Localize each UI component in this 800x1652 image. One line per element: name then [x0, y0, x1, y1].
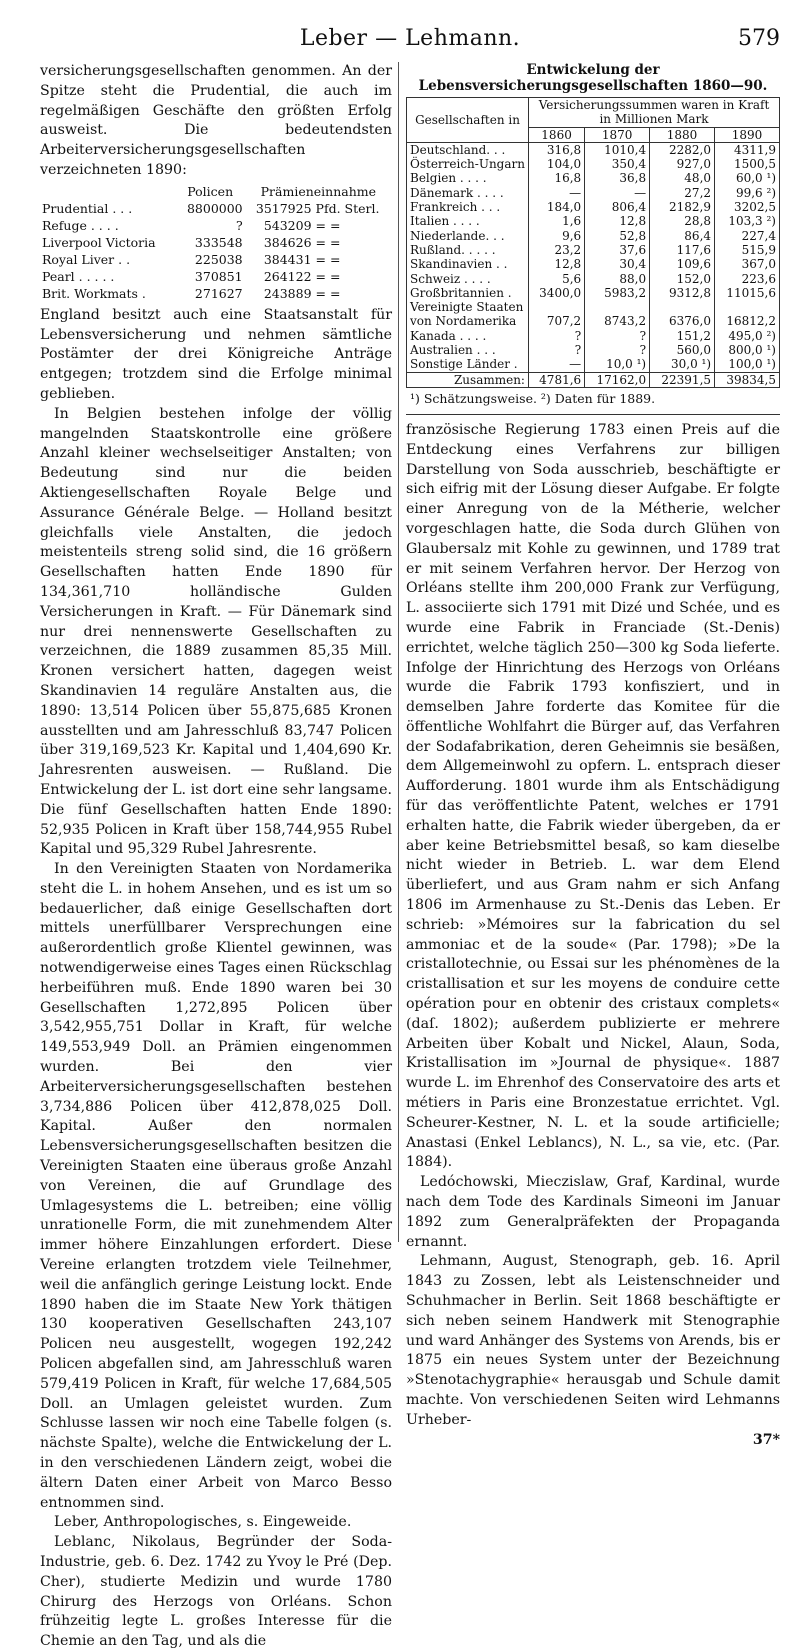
table-cell: 52,8: [585, 229, 650, 243]
table-row: [407, 272, 780, 286]
table-cell: 117,6: [650, 243, 715, 257]
table-cell: 9,6: [528, 229, 584, 243]
paragraph: In den Vereinigten Staaten von Nordamerika steht die L. in hohem Ansehen, und es ist um so bedauerlicher, daß einige Gesellschaften dort mittels unerfüllbarer Versprechungen eine außerordentlich große Klientel gewinnen, was notwendigerweise eines Tages einen Rückschlag herbeiführen muß. Ende 1890 waren bei 30 Gesellschaften 1,272,895 Policen über 3,542,955,751 Dollar in Kraft, für welche 149,553,949 Doll. an Prämien eingenommen wurden. Bei den vier Arbeiterversicherungsgesellschaften bestehen 3,734,886 Policen über 412,878,025 Doll. Kapital. Außer den normalen Lebensversicherungsgesellschaften besitzen die Vereinigten Staaten eine überaus große Anzahl von Vereinen, die auf Grundlage des Umlagesystems die L. betreiben; eine völlig unrationelle Form, die mit zunehmendem Alter immer höhere Einzahlungen erfordert. Diese Vereine erlangten trotzdem viele Teilnehmer, weil die anfänglich geringe Leistung lockt. Ende 1890 haben die im Staate New York thätigen 130 kooperativen Gesellschaften 243,107 Policen neu ausgestellt, wogegen 192,242 Policen abgefallen sind, am Jahresschluß waren 579,419 Policen in Kraft, für welche 17,684,505 Doll. an Umlagen geleistet wurden. Zum Schlusse lassen wir noch eine Tabelle folgen (s. nächste Spalte), welche die Entwickelung der L. in den verschiedenen Ländern zeigt, wobei die ältern Daten einer Arbeit von Marco Besso entnommen sind.: [40, 861, 392, 1511]
table-cell: Großbritannien .: [407, 286, 529, 300]
table-cell: 10,0 ¹): [585, 357, 650, 372]
table-cell: 3400,0: [528, 286, 584, 300]
paragraph: französische Regierung 1783 einen Preis auf die Entdeckung eines Verfahrens zur billigen Darstellung von Soda ausschrieb, beschäftigte er sich eifrig mit der Lösung dieser Aufgabe. Er folgte einer Anregung von de la Métherie, welcher vorgeschlagen hatte, die Soda durch Glühen von Glaubersalz mit Kohle zu gewinnen, und 1789 trat er mit seinem Verfahren hervor. Der Herzog von Orléans stellte ihm 200,000 Frank zur Verfügung, L. associierte sich 1791 mit Dizé und Schée, und es wurde eine Fabrik in Franciade (St.-Denis) errichtet, welche täglich 250—300 kg Soda lieferte. Infolge der Hinrichtung des Herzogs von Orléans wurde die Fabrik 1793 konfisziert, und in demselben Jahre forderte das Komitee für die öffentliche Wohlfahrt die Bürger auf, das Verfahren der Sodafabrikation, deren Geheimnis sie besäßen, dem Allgemeinwohl zu opfern. L. entsprach dieser Aufforderung. 1801 wurde ihm als Entschädigung für das veröffentlichte Patent, welches er 1791 erhalten hatte, die Fabrik wieder übergeben, da er aber keine Betriebsmittel besaß, so kam dieselbe nicht wieder in Betrieb. L. war dem Elend überliefert, und aus Gram nahm er sich Anfang 1806 im Armenhause zu St.-Denis das Leben. Er schrieb: »Mémoires sur la fabrication du sel ammoniac et de la soude« (Par. 1798); »De la cristallotechnie, ou Essai sur les phénomènes de la cristallisation et sur les moyens de conduire cette opération pour en obtenir des cristaux complets« (daſ. 1802); außerdem publizierte er mehrere Arbeiten über Kobalt und Nickel, Alaun, Soda, Kristallisation im »Journal de physique«. 1887 wurde L. im Ehrenhof des Conservatoire des arts et métiers in Paris eine Bronzestatue errichtet. Vgl. Scheurer-Kestner, N. L. et la soude artificielle; Anastasi (Enkel Leblancs), N. L., sa vie, etc. (Par. 1884).: [406, 421, 780, 1171]
table-cell: 2282,0: [650, 142, 715, 157]
table-cell: ?: [585, 329, 650, 343]
table-cell: 103,3 ²): [715, 214, 780, 228]
left-column: [40, 62, 392, 1652]
table-cell: 30,4: [585, 257, 650, 271]
table-cell: = =: [315, 251, 341, 267]
insurance-table: [406, 97, 780, 388]
table-cell: 707,2: [528, 314, 584, 328]
table-row: [407, 243, 780, 257]
page-number: 579: [738, 26, 780, 51]
table-cell: [528, 300, 584, 314]
separator: [406, 414, 780, 415]
table-cell: Vereinigte Staaten: [407, 300, 529, 314]
table-cell: 152,0: [650, 272, 715, 286]
table-cell: 11015,6: [715, 286, 780, 300]
table-cell: = =: [315, 217, 341, 233]
table-row: [40, 285, 392, 302]
table-cell: 12,8: [528, 257, 584, 271]
table-row: [407, 343, 780, 357]
table-cell: Sonstige Länder .: [407, 357, 529, 372]
table-cell: 23,2: [528, 243, 584, 257]
table-cell: 1500,5: [715, 157, 780, 171]
table-header: Gesellschaften in: [407, 98, 529, 143]
table-cell: 264122: [263, 268, 312, 284]
table-cell: 16,8: [528, 171, 584, 185]
table-cell: von Nordamerika: [407, 314, 529, 328]
table-cell: Österreich-Ungarn: [407, 157, 529, 171]
table-row: [407, 314, 780, 328]
table-cell: 39834,5: [715, 372, 780, 387]
table-header: Versicherungssummen waren in Kraft in Millionen Mark: [528, 98, 779, 128]
table-caption: Entwickelung der Lebensversicherungsgesellschaften 1860—90.: [418, 62, 768, 94]
table-cell: Prudential . . .: [42, 200, 133, 216]
table-cell: 560,0: [650, 343, 715, 357]
table-header: Policen: [187, 183, 234, 199]
paragraph: versicherungsgesellschaften genommen. An der Spitze steht die Prudential, die auch im regelmäßigen Geschäfte den größten Erfolg ausweist. Die bedeutendsten Arbeiterversicherungsgesellschaften verzeichneten 1890:: [40, 63, 392, 178]
policy-table: [40, 183, 392, 302]
table-cell: Pfd. Sterl.: [315, 200, 380, 216]
entry-leblanc: Leblanc, Nikolaus, Begründer der Soda-Industrie, geb. 6. Dez. 1742 zu Yvoy le Pré (Dep. Cher), studierte Medizin und wurde 1780 Chirurg des Herzogs von Orléans. Schon frühzeitig legte L. großes Interesse für die Chemie an den Tag, und als die: [40, 1534, 392, 1650]
table-cell: ?: [528, 343, 584, 357]
table-cell: 184,0: [528, 200, 584, 214]
table-cell: 367,0: [715, 257, 780, 271]
table-cell: 9312,8: [650, 286, 715, 300]
table-row: [407, 357, 780, 372]
table-cell: Skandinavien . .: [407, 257, 529, 271]
table-row: [407, 229, 780, 243]
table-cell: 60,0 ¹): [715, 171, 780, 185]
table-cell: Refuge . . . .: [42, 217, 119, 233]
table-cell: 36,8: [585, 171, 650, 185]
table-row: [407, 157, 780, 171]
table-cell: 495,0 ²): [715, 329, 780, 343]
table-cell: —: [585, 186, 650, 200]
table-cell: 5983,2: [585, 286, 650, 300]
table-cell: [715, 300, 780, 314]
table-row: [40, 251, 392, 268]
table-cell: 27,2: [650, 186, 715, 200]
table-cell: Brit. Workmats .: [42, 285, 146, 301]
table-cell: 16812,2: [715, 314, 780, 328]
table-cell: 543209: [263, 217, 312, 233]
table-cell: Rußland. . . . .: [407, 243, 529, 257]
table-cell: 806,4: [585, 200, 650, 214]
table-cell: 8800000: [186, 200, 243, 216]
table-header-row: [40, 183, 392, 200]
table-cell: 48,0: [650, 171, 715, 185]
table-cell: Kanada . . . .: [407, 329, 529, 343]
paragraph: In Belgien bestehen infolge der völlig mangelnden Staatskontrolle eine größere Anzahl kleiner wechselseitiger Anstalten; von Bedeutung sind nur die beiden Aktiengesellschaften Royale Belge und Assurance Générale Belge. — Holland besitzt gleichfalls viele Anstalten, die jedoch meistenteils streng solid sind, die 16 größern Gesellschaften hatten Ende 1890 für 134,361,710 holländische Gulden Versicherungen in Kraft. — Für Dänemark sind nur drei nennenswerte Gesellschaften zu verzeichnen, die 1889 zusammen 85,35 Mill. Kronen versichert hatten, dagegen weist Skandinavien 14 reguläre Anstalten aus, die 1890: 13,514 Policen über 55,875,685 Kronen ausstellten und am Jahresschluß 83,747 Policen über 319,169,523 Kr. Kapital und 1,404,690 Kr. Jahresrenten ausweisen. — Rußland. Die Entwickelung der L. ist dort eine sehr langsame. Die fünf Gesellschaften hatten Ende 1890: 52,935 Policen in Kraft über 158,744,955 Rubel Kapital und 95,329 Rubel Jahresrente.: [40, 405, 392, 858]
table-header: 1860: [528, 127, 584, 142]
table-cell: Frankreich . . .: [407, 200, 529, 214]
table-cell: 22391,5: [650, 372, 715, 387]
table-cell: 800,0 ¹): [715, 343, 780, 357]
table-cell: [585, 300, 650, 314]
table-cell: Liverpool Victoria: [42, 234, 156, 250]
table-cell: 2182,9: [650, 200, 715, 214]
table-cell: —: [528, 186, 584, 200]
table-header: Prämieneinnahme: [260, 183, 377, 199]
table-cell: 8743,2: [585, 314, 650, 328]
table-cell: 100,0 ¹): [715, 357, 780, 372]
table-cell: [650, 300, 715, 314]
table-cell: Italien . . . .: [407, 214, 529, 228]
table-cell: 1,6: [528, 214, 584, 228]
table-cell: 1010,4: [585, 142, 650, 157]
table-row: [407, 329, 780, 343]
table-cell: 151,2: [650, 329, 715, 343]
table-cell: 37,6: [585, 243, 650, 257]
table-cell: ?: [235, 217, 243, 233]
entry-lehmann: Lehmann, August, Stenograph, geb. 16. April 1843 zu Zossen, lebt als Leistenschneider und Schuhmacher in Berlin. Seit 1868 beschäftigte er sich neben seinem Handwerk mit Stenographie und ward Anhänger des Systems von Arends, bis er 1875 ein neues System unter der Bezeichnung »Stenotachygraphie« herausgab und Schule damit machte. Von verschiedenen Seiten wird Lehmanns Urheber-: [406, 1253, 780, 1428]
paragraph: England besitzt auch eine Staatsanstalt für Lebensversicherung und nehmen sämtliche Postämter der drei Königreiche Anträge entgegen; trotzdem sind die Erfolge minimal geblieben.: [40, 306, 392, 402]
table-row: [407, 300, 780, 314]
table-cell: 515,9: [715, 243, 780, 257]
table-cell: 3202,5: [715, 200, 780, 214]
table-row: [407, 200, 780, 214]
table-row: [407, 171, 780, 185]
table-cell: 6376,0: [650, 314, 715, 328]
table-row: [407, 286, 780, 300]
table-cell: Dänemark . . . .: [407, 186, 529, 200]
column-divider: [398, 62, 399, 1242]
table-header: 1880: [650, 127, 715, 142]
table-cell: 350,4: [585, 157, 650, 171]
table-cell: ?: [528, 329, 584, 343]
running-header: [40, 26, 780, 58]
table-cell: Schweiz . . . .: [407, 272, 529, 286]
table-cell: 12,8: [585, 214, 650, 228]
right-column: [406, 62, 780, 1450]
table-cell: 88,0: [585, 272, 650, 286]
table-header: 1870: [585, 127, 650, 142]
entry-leber: Leber, Anthropologisches, s. Eingeweide.: [54, 1514, 352, 1531]
table-cell: ?: [585, 343, 650, 357]
entry-ledochowski: Ledóchowski, Mieczislaw, Graf, Kardinal, wurde nach dem Tode des Kardinals Simeoni im Januar 1892 zum Generalpräfekten der Propaganda ernannt.: [406, 1174, 780, 1250]
table-cell: 28,8: [650, 214, 715, 228]
table-cell: Zusammen:: [407, 372, 529, 387]
table-cell: = =: [315, 234, 341, 250]
table-cell: 223,6: [715, 272, 780, 286]
table-cell: Pearl . . . . .: [42, 268, 115, 284]
table-cell: Belgien . . . .: [407, 171, 529, 185]
table-cell: = =: [315, 285, 341, 301]
table-cell: 109,6: [650, 257, 715, 271]
table-cell: 225038: [194, 251, 243, 267]
table-row: [40, 200, 392, 217]
table-cell: 227,4: [715, 229, 780, 243]
table-cell: = =: [315, 268, 341, 284]
signature-mark: 37*: [752, 1431, 780, 1448]
table-header-row: [407, 98, 780, 128]
table-row: [40, 234, 392, 251]
table-cell: 927,0: [650, 157, 715, 171]
table-cell: 243889: [263, 285, 312, 301]
table-cell: 17162,0: [585, 372, 650, 387]
table-cell: 370851: [194, 268, 243, 284]
table-cell: 316,8: [528, 142, 584, 157]
table-row: [407, 186, 780, 200]
table-cell: 3517925: [255, 200, 312, 216]
table-cell: 86,4: [650, 229, 715, 243]
table-cell: 384431: [263, 251, 312, 267]
table-cell: 30,0 ¹): [650, 357, 715, 372]
table-cell: 4781,6: [528, 372, 584, 387]
table-cell: Niederlande. . .: [407, 229, 529, 243]
table-row: [40, 217, 392, 234]
table-body: [407, 142, 780, 372]
table-header: 1890: [715, 127, 780, 142]
table-cell: 4311,9: [715, 142, 780, 157]
running-title: Leber — Lehmann.: [299, 26, 521, 51]
table-cell: Royal Liver . .: [42, 251, 131, 267]
table-total-row: [407, 372, 780, 387]
table-cell: 99,6 ²): [715, 186, 780, 200]
table-cell: Deutschland. . .: [407, 142, 529, 157]
table-footnote: ¹) Schätzungsweise. ²) Daten für 1889.: [410, 390, 656, 406]
table-row: [407, 142, 780, 157]
table-cell: 104,0: [528, 157, 584, 171]
table-row: [40, 268, 392, 285]
table-cell: 271627: [194, 285, 243, 301]
table-cell: —: [528, 357, 584, 372]
table-cell: 333548: [194, 234, 243, 250]
table-cell: Australien . . .: [407, 343, 529, 357]
table-cell: 384626: [263, 234, 312, 250]
table-row: [407, 214, 780, 228]
table-cell: 5,6: [528, 272, 584, 286]
table-row: [407, 257, 780, 271]
